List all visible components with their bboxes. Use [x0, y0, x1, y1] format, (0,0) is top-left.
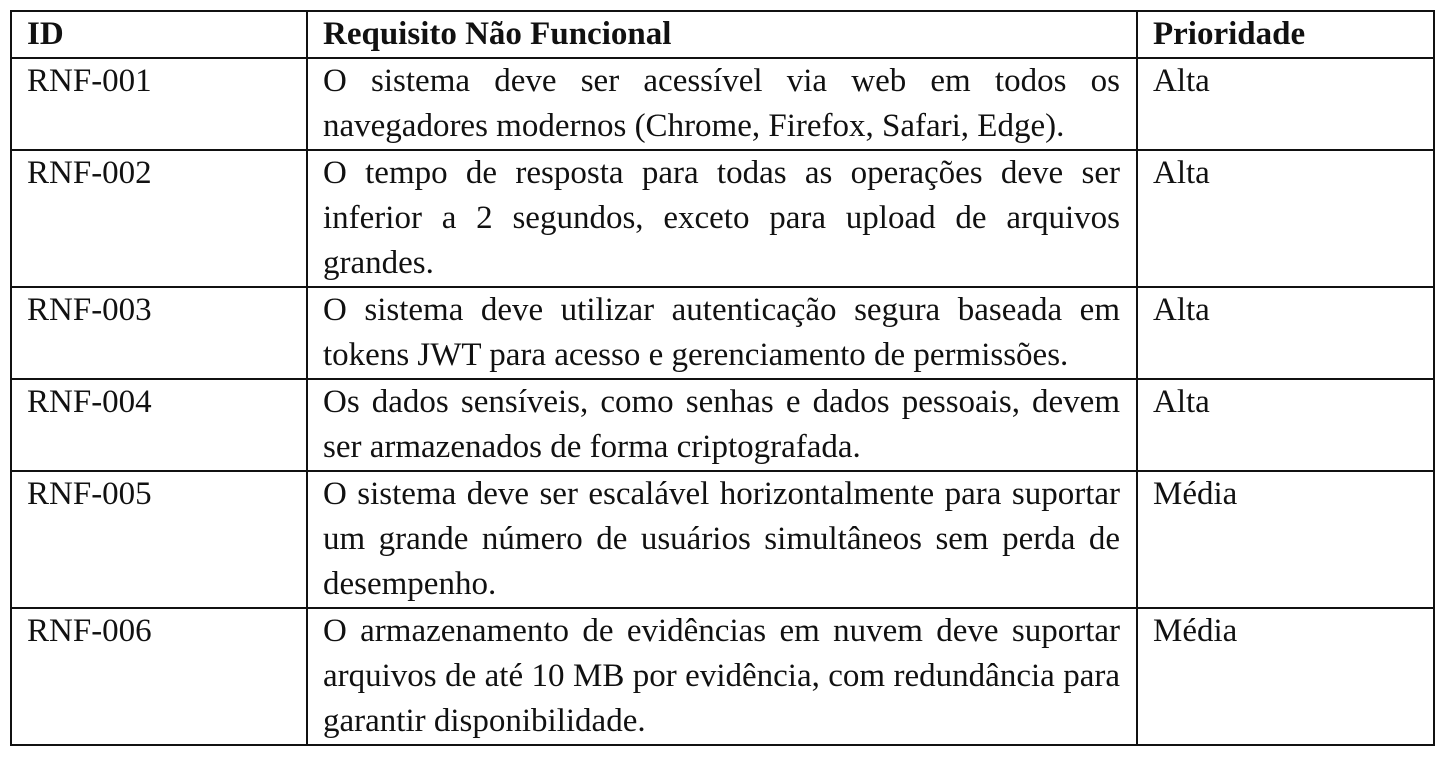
table-row: [11, 608, 1434, 745]
cell-priority: Alta: [1137, 58, 1434, 150]
cell-priority: Média: [1137, 471, 1434, 608]
cell-priority: Média: [1137, 608, 1434, 745]
cell-id: RNF-003: [11, 287, 307, 379]
cell-id: RNF-006: [11, 608, 307, 745]
table-row: [11, 150, 1434, 287]
cell-requirement: O armazenamento de evidências em nuvem deve suportar arquivos de até 10 MB por evidência, com redundância para garantir disponibilidade.: [307, 608, 1137, 745]
cell-requirement: O sistema deve ser acessível via web em todos os navegadores modernos (Chrome, Firefox, Safari, Edge).: [307, 58, 1137, 150]
cell-priority: Alta: [1137, 379, 1434, 471]
requirements-table: [10, 10, 1435, 746]
cell-id: RNF-004: [11, 379, 307, 471]
cell-id: RNF-001: [11, 58, 307, 150]
cell-id: RNF-005: [11, 471, 307, 608]
table-row: [11, 287, 1434, 379]
header-requirement: Requisito Não Funcional: [307, 11, 1137, 58]
header-priority: Prioridade: [1137, 11, 1434, 58]
table-row: [11, 58, 1434, 150]
cell-requirement: O sistema deve ser escalável horizontalmente para suportar um grande número de usuários simultâneos sem perda de desempenho.: [307, 471, 1137, 608]
cell-requirement: Os dados sensíveis, como senhas e dados pessoais, devem ser armazenados de forma criptografada.: [307, 379, 1137, 471]
table-row: [11, 379, 1434, 471]
table-header: [11, 11, 1434, 58]
cell-id: RNF-002: [11, 150, 307, 287]
table-body: [11, 58, 1434, 745]
cell-requirement: O sistema deve utilizar autenticação segura baseada em tokens JWT para acesso e gerenciamento de permissões.: [307, 287, 1137, 379]
cell-requirement: O tempo de resposta para todas as operações deve ser inferior a 2 segundos, exceto para upload de arquivos grandes.: [307, 150, 1137, 287]
cell-priority: Alta: [1137, 287, 1434, 379]
cell-priority: Alta: [1137, 150, 1434, 287]
header-id: ID: [11, 11, 307, 58]
header-row: [11, 11, 1434, 58]
table-row: [11, 471, 1434, 608]
